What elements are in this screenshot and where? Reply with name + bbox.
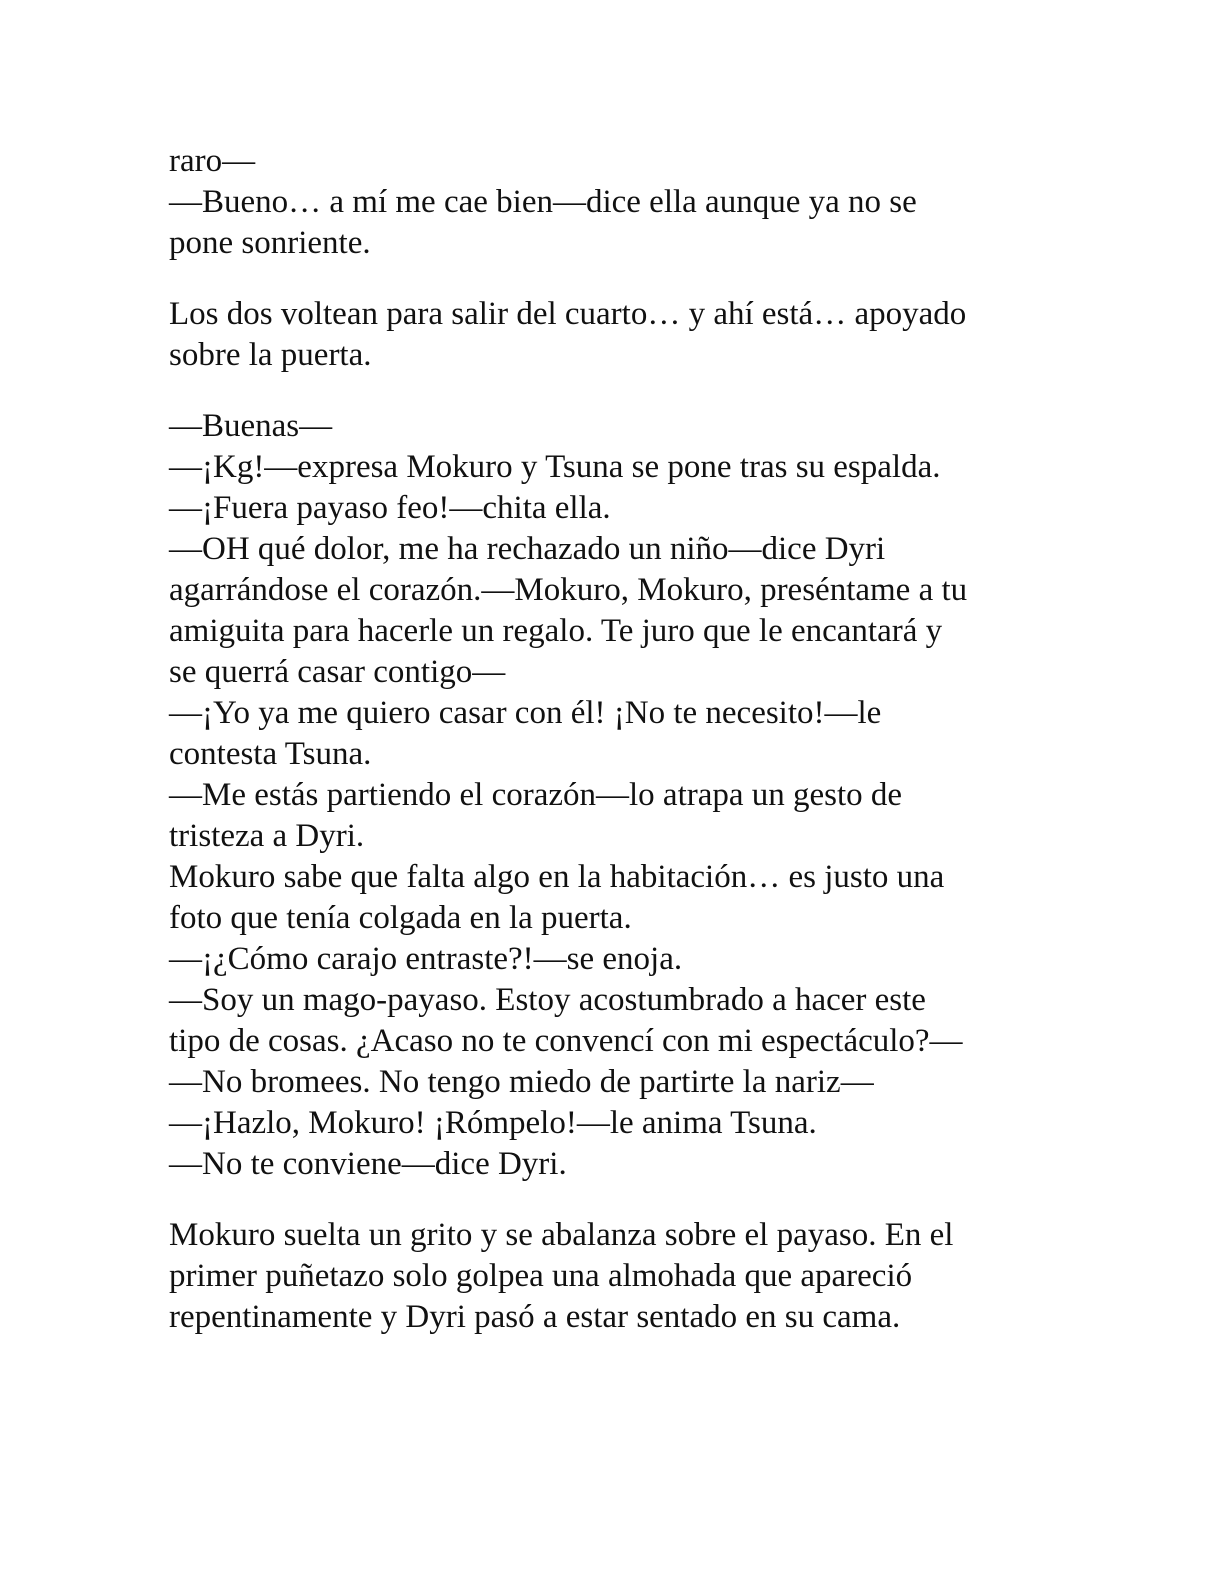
text-line: repentinamente y Dyri pasó a estar sentado en su cama. [169,1299,901,1335]
paragraph-4 [169,1215,1049,1338]
document-page [169,141,1049,1338]
text-line: tipo de cosas. ¿Acaso no te convencí con mi espectáculo?— [169,1023,963,1059]
text-line: —¡Kg!—expresa Mokuro y Tsuna se pone tras su espalda. [169,449,941,485]
paragraph-1 [169,141,1049,264]
text-line: foto que tenía colgada en la puerta. [169,900,632,936]
text-line: pone sonriente. [169,225,371,261]
text-line: —¡¿Cómo carajo entraste?!—se enoja. [169,941,683,977]
text-line: primer puñetazo solo golpea una almohada que apareció [169,1258,913,1294]
text-line: Los dos voltean para salir del cuarto… y ahí está… apoyado [169,296,967,332]
text-line: sobre la puerta. [169,337,372,373]
text-line: —¡Hazlo, Mokuro! ¡Rómpelo!—le anima Tsuna. [169,1105,817,1141]
text-line: —Buenas— [169,408,333,444]
text-line: Mokuro suelta un grito y se abalanza sobre el payaso. En el [169,1217,954,1253]
text-line: Mokuro sabe que falta algo en la habitación… es justo una [169,859,945,895]
paragraph-gap [169,376,1049,406]
text-line: —OH qué dolor, me ha rechazado un niño—dice Dyri [169,531,886,567]
text-line: tristeza a Dyri. [169,818,365,854]
text-line: —No bromees. No tengo miedo de partirte la nariz— [169,1064,874,1100]
text-line: —Soy un mago-payaso. Estoy acostumbrado a hacer este [169,982,926,1018]
text-line: —Bueno… a mí me cae bien—dice ella aunque ya no se [169,184,917,220]
paragraph-gap [169,1185,1049,1215]
text-line: —¡Yo ya me quiero casar con él! ¡No te necesito!—le [169,695,882,731]
text-line: —¡Fuera payaso feo!—chita ella. [169,490,611,526]
paragraph-3-dialogue [169,406,1049,1185]
text-line: —No te conviene—dice Dyri. [169,1146,567,1182]
text-line: contesta Tsuna. [169,736,372,772]
paragraph-gap [169,264,1049,294]
text-line: amiguita para hacerle un regalo. Te juro que le encantará y [169,613,943,649]
text-line: —Me estás partiendo el corazón—lo atrapa un gesto de [169,777,903,813]
text-line: se querrá casar contigo— [169,654,506,690]
text-line: raro— [169,143,256,179]
text-line: agarrándose el corazón.—Mokuro, Mokuro, preséntame a tu [169,572,968,608]
paragraph-2 [169,294,1049,376]
